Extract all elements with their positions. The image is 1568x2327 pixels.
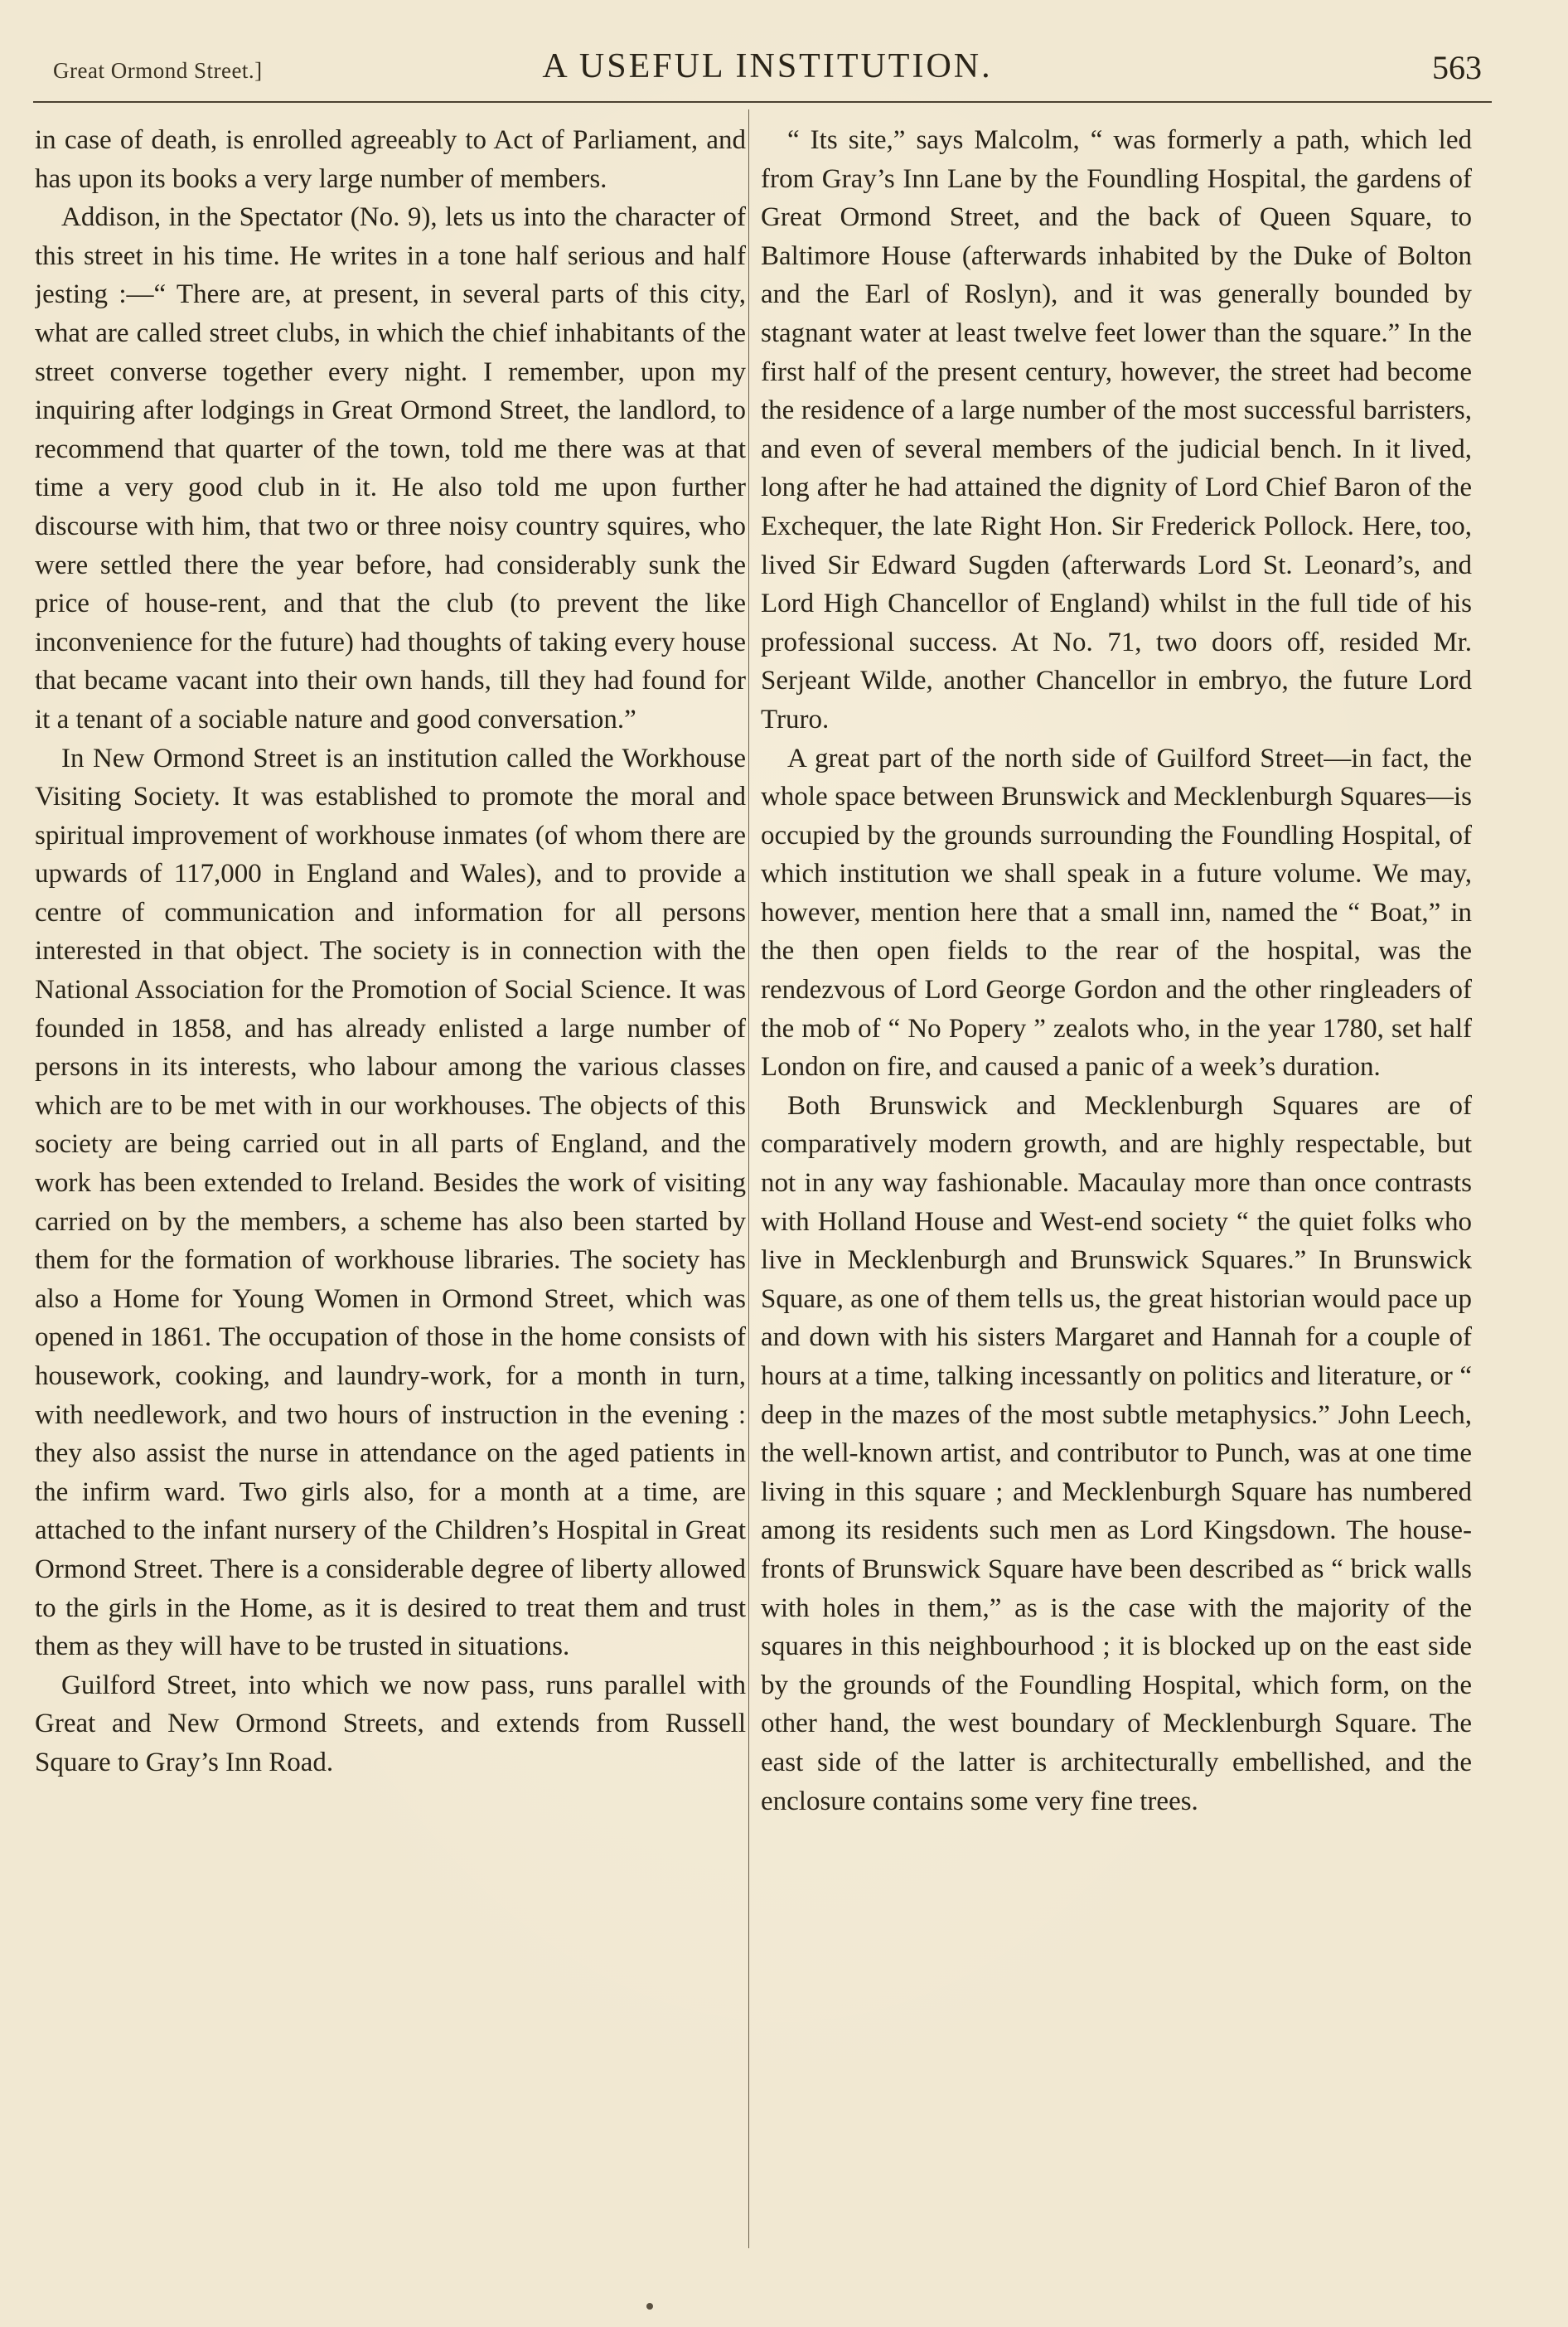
column-divider — [748, 109, 749, 2248]
paragraph: “ Its site,” says Malcolm, “ was formerly a path, which led from Gray’s Inn Lane by the Foundling Hospital, the gardens of Great Ormond Street, and the back of Queen Square, to Baltimore House (afterwards inhabited by the Duke of Bolton and the Earl of Roslyn), and it was generally bounded by stagnant water at least twelve feet lower than the square.” In the first half of the present century, however, the street had become the residence of a large number of the most successful barristers, and even of several members of the judicial bench. In it lived, long after he had attained the dignity of Lord Chief Baron of the Exchequer, the late Right Hon. Sir Frederick Pollock. Here, too, lived Sir Edward Sugden (afterwards Lord St. Leonard’s, and Lord High Chancellor of England) whilst in the full tide of his professional success. At No. 71, two doors off, resided Mr. Serjeant Wilde, another Chancellor in embryo, the future Lord Truro. — [761, 125, 1472, 734]
paragraph: A great part of the north side of Guilford Street—in fact, the whole space between Brunswick and Mecklenburgh Squares—is occupied by the grounds surrounding the Foundling Hospital, of which institution we shall speak in a future volume. We may, however, mention here that a small inn, named the “ Boat,” in the then open fields to the rear of the hospital, was the rendezvous of Lord George Gordon and the other ringleaders of the mob of “ No Popery ” zealots who, in the year 1780, set half London on fire, and caused a panic of a week’s duration. — [761, 743, 1472, 1083]
paragraph: in case of death, is enrolled agreeably to Act of Parliament, and has upon its books a very large number of members. — [35, 125, 746, 194]
header-rule — [33, 101, 1492, 103]
running-head-title: A USEFUL INSTITUTION. — [542, 47, 993, 85]
print-speck — [646, 2303, 653, 2310]
paragraph: Guilford Street, into which we now pass, runs parallel with Great and New Ormond Streets, and extends from Russell Square to Gray’s Inn Road. — [35, 1670, 746, 1777]
running-head-section: Great Ormond Street.] — [53, 58, 263, 83]
paragraph: Addison, in the Spectator (No. 9), lets us into the character of this street in his time. He writes in a tone half serious and half jesting :—“ There are, at present, in several parts of this city, what are called street clubs, in which the chief inhabitants of the street converse together every night. I remember, upon my inquiring after lodgings in Great Ormond Street, the landlord, to recommend that quarter of the town, told me there was at that time a very good club in it. He also told me upon further discourse with him, that two or three noisy country squires, who were settled there the year before, had considerably sunk the price of house-rent, and that the club (to prevent the like inconvenience for the future) had thoughts of taking every house that became vacant into their own hands, till they had found for it a tenant of a sociable nature and good conversation.” — [35, 202, 746, 734]
page-number: 563 — [1432, 49, 1482, 86]
left-column — [35, 121, 746, 2243]
paragraph: In New Ormond Street is an institution called the Workhouse Visiting Society. It was established to promote the moral and spiritual improvement of workhouse inmates (of whom there are upwards of 117,000 in England and Wales), and to provide a centre of communication and information for all persons interested in that object. The society is in connection with the National Association for the Promotion of Social Science. It was founded in 1858, and has already enlisted a large number of persons in its interests, who labour among the various classes which are to be met with in our workhouses. The objects of this society are being carried out in all parts of England, and the work has been extended to Ireland. Besides the work of visiting carried on by the members, a scheme has also been started by them for the formation of workhouse libraries. The society has also a Home for Young Women in Ormond Street, which was opened in 1861. The occupation of those in the home consists of housework, cooking, and laundry-work, for a month in turn, with needlework, and two hours of instruction in the evening : they also assist the nurse in attendance on the aged patients in the infirm ward. Two girls also, for a month at a time, are attached to the infant nursery of the Children’s Hospital in Great Ormond Street. There is a considerable degree of liberty allowed to the girls in the Home, as it is desired to treat them and trust them as they will have to be trusted in situations. — [35, 743, 746, 1662]
running-head — [53, 43, 1482, 96]
paragraph: Both Brunswick and Mecklenburgh Squares are of comparatively modern growth, and are highly respectable, but not in any way fashionable. Macaulay more than once contrasts with Holland House and West-end society “ the quiet folks who live in Mecklenburgh and Brunswick Squares.” In Brunswick Square, as one of them tells us, the great historian would pace up and down with his sisters Margaret and Hannah for a couple of hours at a time, talking incessantly on politics and literature, or “ deep in the mazes of the most subtle metaphysics.” John Leech, the well-known artist, and contributor to Punch, was at one time living in this square ; and Mecklenburgh Square has numbered among its residents such men as Lord Kingsdown. The house-fronts of Brunswick Square have been described as “ brick walls with holes in them,” as is the case with the majority of the squares in this neighbourhood ; it is blocked up on the east side by the grounds of the Foundling Hospital, which form, on the other hand, the west boundary of Mecklenburgh Square. The east side of the latter is architecturally embellished, and the enclosure contains some very fine trees. — [761, 1090, 1472, 1816]
right-column — [761, 121, 1472, 2243]
